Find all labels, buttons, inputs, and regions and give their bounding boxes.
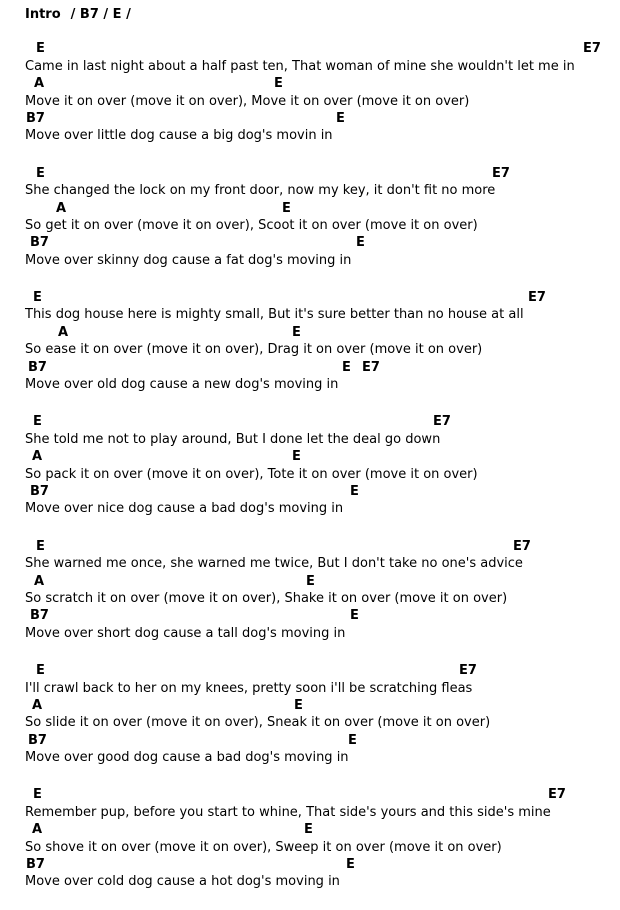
verse-7 <box>25 786 620 890</box>
chord-line <box>25 359 620 376</box>
chord-line <box>25 662 620 679</box>
verse-2 <box>25 165 620 269</box>
verses-container <box>25 40 620 890</box>
chord-E: E <box>274 76 283 92</box>
chord-E: E <box>33 290 42 306</box>
chord-line <box>25 483 620 500</box>
chord-E: E <box>306 573 315 589</box>
chord-E7: E7 <box>528 290 546 306</box>
chord-E7: E7 <box>433 414 451 430</box>
chord-line <box>25 234 620 251</box>
chord-A: A <box>34 76 45 92</box>
chord-E: E <box>36 663 45 679</box>
chord-B7: B7 <box>30 608 49 624</box>
verse-6 <box>25 662 620 766</box>
chord-A: A <box>32 697 43 713</box>
chord-E: E <box>36 538 45 554</box>
lyric-line: So get it on over (move it on over), Scoot it on over (move it on over) <box>25 217 478 233</box>
chord-E: E <box>33 414 42 430</box>
chord-B7: B7 <box>30 483 49 499</box>
chord-E: E <box>350 483 359 499</box>
chord-E: E <box>348 732 357 748</box>
chord-line <box>25 413 620 430</box>
lyric-line: She warned me once, she warned me twice, But I don't take no one's advice <box>25 556 523 572</box>
chord-B7: B7 <box>30 235 49 251</box>
lyric-line: So slide it on over (move it on over), Sneak it on over (move it on over) <box>25 715 491 731</box>
lyric-line: She changed the lock on my front door, now my key, it don't fit no more <box>25 183 496 199</box>
lyric-line: She told me not to play around, But I done let the deal go down <box>25 431 441 447</box>
lyric-line: Move over skinny dog cause a fat dog's moving in <box>25 252 352 268</box>
chord-E7: E7 <box>459 663 477 679</box>
lyric-line: So shove it on over (move it on over), Sweep it on over (move it on over) <box>25 839 502 855</box>
chord-line <box>25 40 620 57</box>
chord-E: E <box>350 608 359 624</box>
chord-E: E <box>36 41 45 57</box>
chord-line <box>25 538 620 555</box>
lyric-line: Move over little dog cause a big dog's movin in <box>25 128 333 144</box>
chord-line <box>25 110 620 127</box>
chord-line <box>25 75 620 92</box>
lyric-line: Came in last night about a half past ten, That woman of mine she wouldn't let me in <box>25 58 575 74</box>
chord-E7: E7 <box>492 165 510 181</box>
chord-E7: E7 <box>362 359 380 375</box>
chord-E: E <box>33 787 42 803</box>
chord-E: E <box>282 200 291 216</box>
chord-A: A <box>32 822 43 838</box>
lyric-line: Move over short dog cause a tall dog's moving in <box>25 625 346 641</box>
verse-4 <box>25 413 620 517</box>
chord-line <box>25 732 620 749</box>
chord-E: E <box>292 324 301 340</box>
chord-E: E <box>356 235 365 251</box>
chord-line <box>25 573 620 590</box>
chord-E7: E7 <box>513 538 531 554</box>
chord-B7: B7 <box>26 110 45 126</box>
lyric-line: So scratch it on over (move it on over), Shake it on over (move it on over) <box>25 590 508 606</box>
chord-line <box>25 697 620 714</box>
lyric-line: Move over good dog cause a bad dog's moving in <box>25 750 349 766</box>
chord-B7: B7 <box>28 359 47 375</box>
verse-3 <box>25 289 620 393</box>
chord-line <box>25 821 620 838</box>
intro-label: Intro <box>25 7 61 22</box>
lyric-line: So ease it on over (move it on over), Drag it on over (move it on over) <box>25 342 483 358</box>
chord-A: A <box>34 573 45 589</box>
lyric-line: Move it on over (move it on over), Move it on over (move it on over) <box>25 93 470 109</box>
chord-E: E <box>304 822 313 838</box>
lyric-line: So pack it on over (move it on over), Tote it on over (move it on over) <box>25 466 478 482</box>
chord-E: E <box>292 449 301 465</box>
song-sheet <box>25 6 620 891</box>
chord-A: A <box>56 200 67 216</box>
lyric-line: I'll crawl back to her on my knees, pretty soon i'll be scratching fleas <box>25 680 473 696</box>
chord-line <box>25 200 620 217</box>
chord-line <box>25 448 620 465</box>
chord-line <box>25 289 620 306</box>
chord-B7: B7 <box>28 732 47 748</box>
lyric-line: Remember pup, before you start to whine, That side's yours and this side's mine <box>25 804 551 820</box>
lyric-line: Move over cold dog cause a hot dog's moving in <box>25 874 340 890</box>
lyric-line: This dog house here is mighty small, But it's sure better than no house at all <box>25 307 524 323</box>
chord-A: A <box>58 324 69 340</box>
chord-A: A <box>32 449 43 465</box>
chord-line <box>25 607 620 624</box>
chord-E: E <box>36 165 45 181</box>
chord-line <box>25 165 620 182</box>
chord-E: E <box>336 110 345 126</box>
intro-progression: / B7 / E / <box>70 7 131 22</box>
chord-E7: E7 <box>548 787 566 803</box>
chord-E: E <box>346 857 355 873</box>
chord-E: E <box>294 697 303 713</box>
verse-1 <box>25 40 620 144</box>
lyric-line: Move over nice dog cause a bad dog's moving in <box>25 501 344 517</box>
chord-E7: E7 <box>583 41 601 57</box>
chord-B7: B7 <box>26 857 45 873</box>
chord-E: E <box>342 359 351 375</box>
chord-line <box>25 786 620 803</box>
intro-line <box>25 6 620 23</box>
chord-line <box>25 324 620 341</box>
verse-5 <box>25 538 620 642</box>
chord-line <box>25 856 620 873</box>
lyric-line: Move over old dog cause a new dog's moving in <box>25 377 339 393</box>
